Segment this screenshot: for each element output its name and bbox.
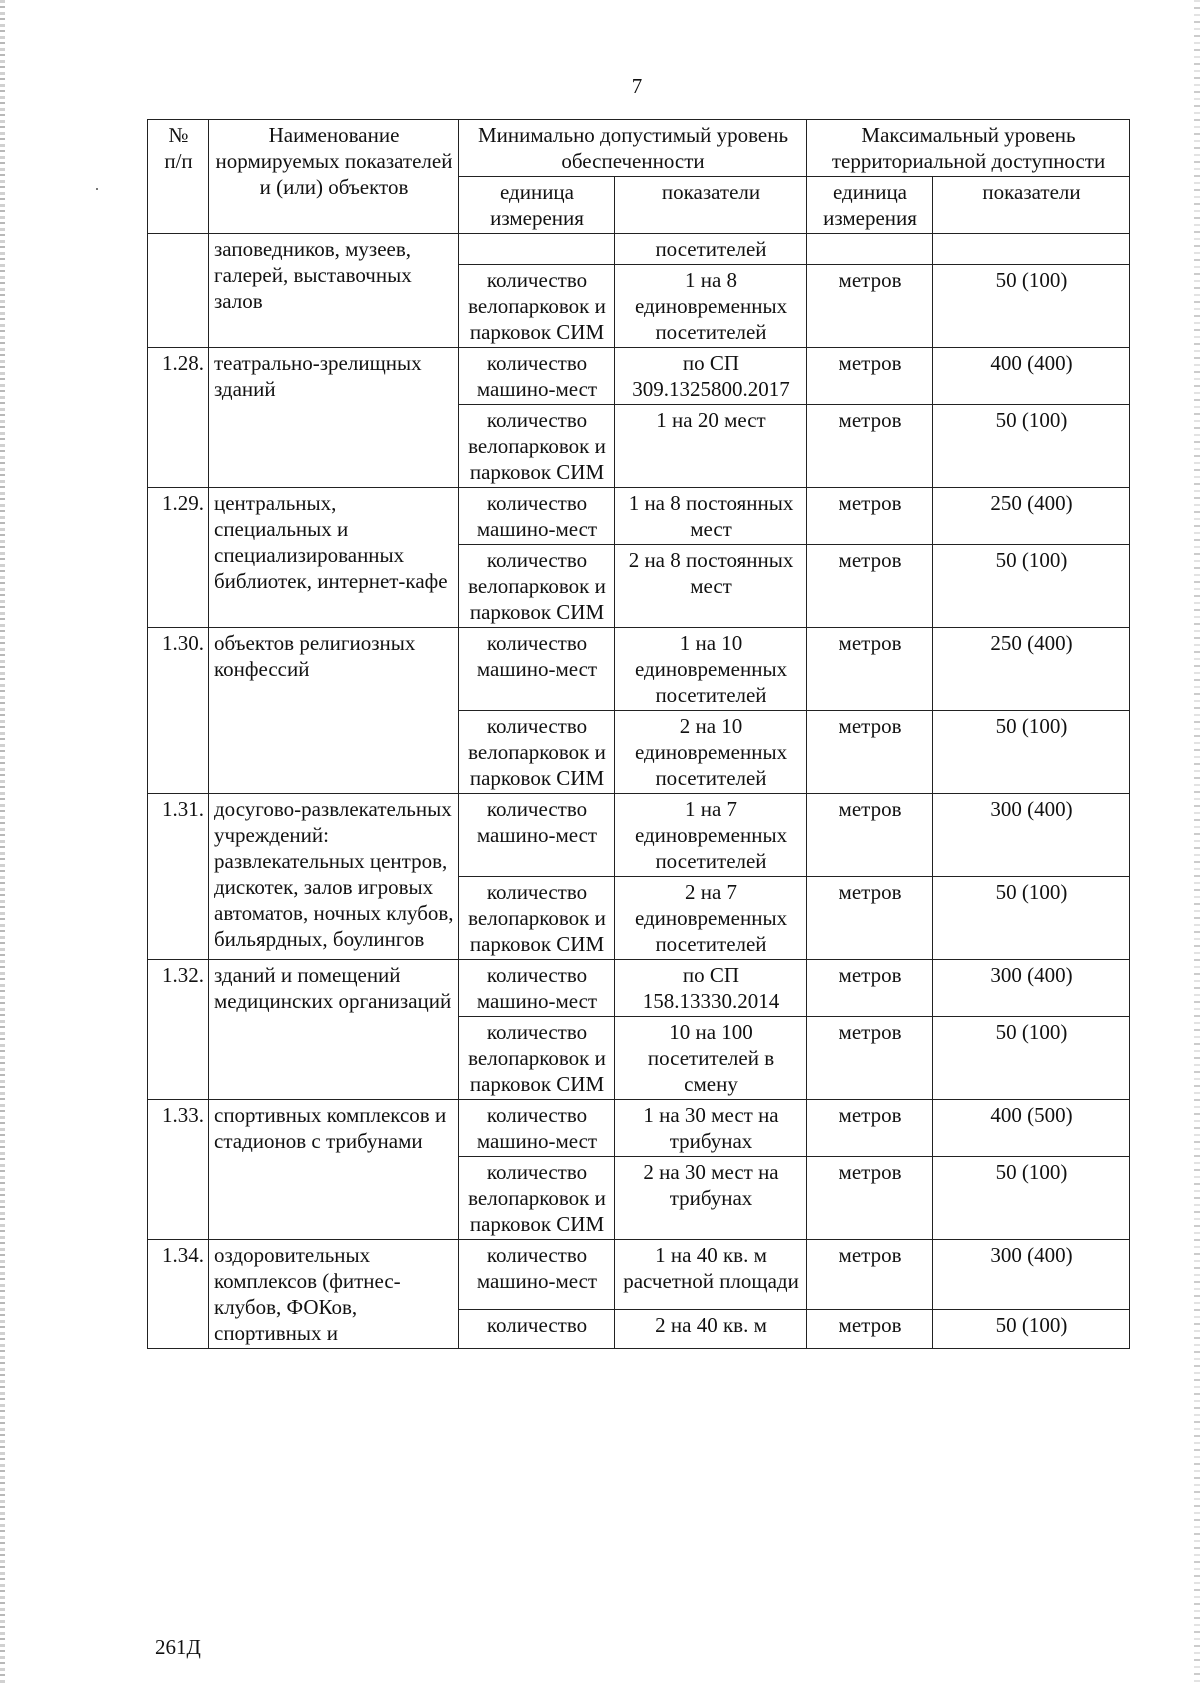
header-unit-min: единица измерения — [459, 177, 615, 234]
dist-unit-cell: метров — [807, 405, 933, 488]
unit-cell — [459, 1309, 615, 1348]
indicator-cell: 2 на 30 мест на трибунах — [615, 1157, 807, 1240]
row-name: объектов религиозных конфессий — [209, 628, 459, 794]
header-unit-max: единица измерения — [807, 177, 933, 234]
header-name: Наименование нормируемых показателей и (или) объектов — [209, 120, 459, 234]
table-row — [148, 794, 1130, 877]
row-number: 1.34. — [148, 1240, 209, 1349]
unit-cell-text: количество — [486, 1312, 588, 1337]
dist-unit-cell: метров — [807, 960, 933, 1017]
unit-cell: количество машино-мест — [459, 488, 615, 545]
unit-cell: количество велопарковок и парковок СИМ — [459, 265, 615, 348]
scan-speck — [96, 188, 98, 190]
unit-cell: количество машино-мест — [459, 794, 615, 877]
table-row — [148, 488, 1130, 545]
dist-unit-cell — [807, 234, 933, 265]
table-row — [148, 348, 1130, 405]
row-name: центральных, специальных и специализированных библиотек, интернет-кафе — [209, 488, 459, 628]
dist-indicator-cell: 50 (100) — [933, 711, 1130, 794]
dist-unit-cell-text: метров — [838, 1312, 902, 1337]
indicator-cell: 1 на 8 постоянных мест — [615, 488, 807, 545]
row-name: зданий и помещений медицинских организаций — [209, 960, 459, 1100]
indicator-cell: 1 на 30 мест на трибунах — [615, 1100, 807, 1157]
dist-indicator-cell: 50 (100) — [933, 265, 1130, 348]
header-row-top — [148, 120, 1130, 177]
row-name: досугово-развлекательных учреждений: развлекательных центров, дискотек, залов игровых автоматов, ночных клубов, бильярдных, боулингов — [209, 794, 459, 960]
dist-unit-cell: метров — [807, 348, 933, 405]
dist-indicator-cell: 50 (100) — [933, 405, 1130, 488]
unit-cell: количество велопарковок и парковок СИМ — [459, 1017, 615, 1100]
dist-indicator-cell: 300 (400) — [933, 1240, 1130, 1310]
dist-unit-cell: метров — [807, 711, 933, 794]
indicator-cell: по СП 309.1325800.2017 — [615, 348, 807, 405]
dist-unit-cell: метров — [807, 545, 933, 628]
indicator-cell: 1 на 7 единовременных посетителей — [615, 794, 807, 877]
indicator-cell: 2 на 8 постоянных мест — [615, 545, 807, 628]
dist-unit-cell — [807, 1309, 933, 1348]
scan-edge-right — [1194, 0, 1200, 1686]
unit-cell: количество велопарковок и парковок СИМ — [459, 405, 615, 488]
dist-indicator-cell — [933, 234, 1130, 265]
row-number: 1.28. — [148, 348, 209, 488]
dist-unit-cell: метров — [807, 1100, 933, 1157]
row-number: 1.32. — [148, 960, 209, 1100]
scan-edge-left — [0, 0, 5, 1686]
dist-indicator-cell: 300 (400) — [933, 794, 1130, 877]
unit-cell: количество машино-мест — [459, 1100, 615, 1157]
table-row — [148, 1100, 1130, 1157]
dist-indicator-cell — [933, 1309, 1130, 1348]
indicator-cell: 10 на 100 посетителей в смену — [615, 1017, 807, 1100]
table-body — [148, 234, 1130, 1349]
dist-indicator-cell: 50 (100) — [933, 1157, 1130, 1240]
unit-cell: количество машино-мест — [459, 1240, 615, 1310]
row-name: театрально-зрелищных зданий — [209, 348, 459, 488]
dist-unit-cell: метров — [807, 265, 933, 348]
indicator-cell: 1 на 20 мест — [615, 405, 807, 488]
header-indicators-max: показатели — [933, 177, 1130, 234]
indicator-cell-text: 2 на 40 кв. м — [655, 1312, 767, 1337]
dist-indicator-cell: 50 (100) — [933, 545, 1130, 628]
row-number: 1.33. — [148, 1100, 209, 1240]
dist-indicator-cell: 400 (500) — [933, 1100, 1130, 1157]
unit-cell: количество велопарковок и парковок СИМ — [459, 711, 615, 794]
table-row — [148, 628, 1130, 711]
unit-cell: количество машино-мест — [459, 628, 615, 711]
dist-indicator-cell: 250 (400) — [933, 488, 1130, 545]
dist-unit-cell: метров — [807, 1240, 933, 1310]
header-number: № п/п — [148, 120, 209, 234]
indicator-cell: 2 на 10 единовременных посетителей — [615, 711, 807, 794]
unit-cell — [459, 234, 615, 265]
dist-indicator-cell: 250 (400) — [933, 628, 1130, 711]
unit-cell: количество машино-мест — [459, 960, 615, 1017]
row-number: 1.31. — [148, 794, 209, 960]
row-number: 1.29. — [148, 488, 209, 628]
row-name: заповедников, музеев, галерей, выставочных залов — [209, 234, 459, 348]
table-row — [148, 234, 1130, 265]
header-indicators-min: показатели — [615, 177, 807, 234]
dist-indicator-cell: 50 (100) — [933, 1017, 1130, 1100]
unit-cell: количество велопарковок и парковок СИМ — [459, 545, 615, 628]
header-max-level: Максимальный уровень территориальной доступности — [807, 120, 1130, 177]
unit-cell: количество велопарковок и парковок СИМ — [459, 877, 615, 960]
dist-unit-cell: метров — [807, 488, 933, 545]
row-name: оздоровительных комплексов (фитнес-клубов, ФОКов, спортивных и — [209, 1240, 459, 1349]
indicator-cell: 2 на 7 единовременных посетителей — [615, 877, 807, 960]
norms-table — [147, 119, 1130, 1349]
dist-indicator-cell-text: 50 (100) — [995, 1312, 1068, 1337]
indicator-cell — [615, 1309, 807, 1348]
dist-unit-cell: метров — [807, 628, 933, 711]
page-number: 7 — [631, 74, 643, 98]
dist-indicator-cell: 50 (100) — [933, 877, 1130, 960]
dist-unit-cell: метров — [807, 1157, 933, 1240]
footer-code: 261Д — [155, 1635, 201, 1659]
row-number — [148, 234, 209, 348]
indicator-cell: 1 на 40 кв. м расчетной площади — [615, 1240, 807, 1310]
indicator-cell: посетителей — [615, 234, 807, 265]
table-header — [148, 120, 1130, 234]
header-min-level: Минимально допустимый уровень обеспеченности — [459, 120, 807, 177]
indicator-cell: 1 на 10 единовременных посетителей — [615, 628, 807, 711]
dist-unit-cell: метров — [807, 877, 933, 960]
dist-indicator-cell: 300 (400) — [933, 960, 1130, 1017]
unit-cell: количество велопарковок и парковок СИМ — [459, 1157, 615, 1240]
table-row — [148, 1240, 1130, 1310]
table-row — [148, 960, 1130, 1017]
unit-cell: количество машино-мест — [459, 348, 615, 405]
dist-unit-cell: метров — [807, 1017, 933, 1100]
indicator-cell: по СП 158.13330.2014 — [615, 960, 807, 1017]
indicator-cell: 1 на 8 единовременных посетителей — [615, 265, 807, 348]
dist-indicator-cell: 400 (400) — [933, 348, 1130, 405]
row-name: спортивных комплексов и стадионов с трибунами — [209, 1100, 459, 1240]
dist-unit-cell: метров — [807, 794, 933, 877]
row-number: 1.30. — [148, 628, 209, 794]
